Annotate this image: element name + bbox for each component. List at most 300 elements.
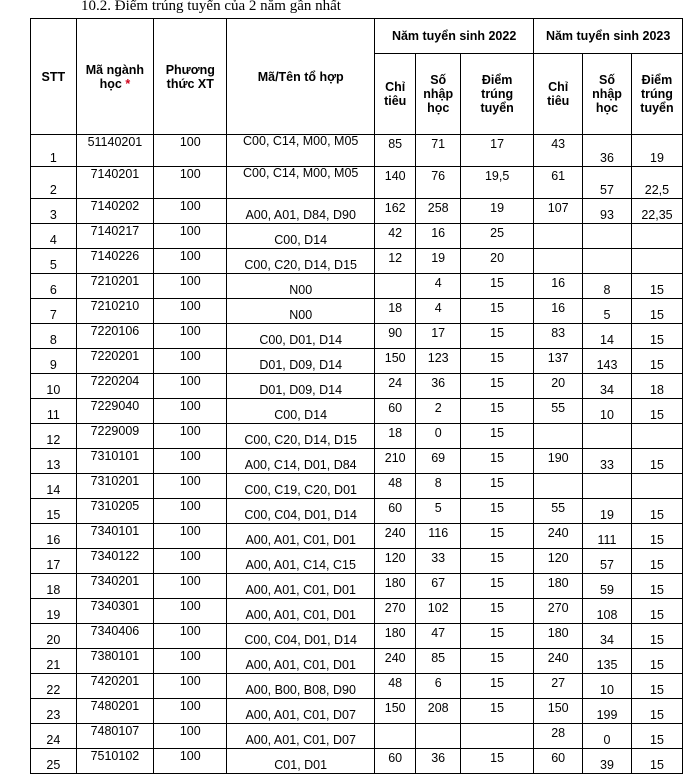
diem-2022-value: 15	[490, 651, 505, 665]
diem-2022-value: 15	[490, 451, 505, 465]
diem-2023-value: 15	[650, 733, 664, 747]
so-nhap-hoc-2022-value: 208	[427, 701, 449, 715]
chi-tieu-2023-value: 150	[547, 701, 569, 715]
so-nhap-hoc-2023-value: 10	[600, 683, 614, 697]
stt-value: 19	[46, 608, 61, 622]
cell-chi-tieu-2023	[534, 349, 583, 374]
cell-chi-tieu-2022	[374, 624, 415, 649]
table-row	[31, 274, 683, 299]
cell-diem-2023	[631, 224, 682, 249]
so-nhap-hoc-2022-value: 4	[434, 301, 442, 315]
cell-diem-2022	[460, 699, 533, 724]
cell-so-nhap-hoc-2022	[416, 724, 461, 749]
phuong-thuc-value: 100	[179, 474, 201, 488]
cell-chi-tieu-2023	[534, 299, 583, 324]
cell-so-nhap-hoc-2023	[583, 499, 632, 524]
cell-phuong-thuc	[154, 199, 227, 224]
chi-tieu-2023-value: 180	[547, 576, 569, 590]
cell-stt	[31, 649, 77, 674]
to-hop-value: C00, D14	[274, 408, 328, 422]
cell-diem-2022	[460, 624, 533, 649]
cell-diem-2023	[631, 499, 682, 524]
so-nhap-hoc-2023-value: 135	[596, 658, 618, 672]
cell-chi-tieu-2022	[374, 324, 415, 349]
table-row	[31, 524, 683, 549]
diem-2023-value: 19	[650, 151, 664, 165]
cell-so-nhap-hoc-2022	[416, 135, 461, 167]
cell-to-hop	[227, 449, 375, 474]
cell-ma-nganh	[76, 699, 154, 724]
diem-2022-value: 15	[490, 626, 505, 640]
header-to-hop: Mã/Tên tổ hợp	[227, 19, 375, 135]
to-hop-value: N00	[289, 283, 313, 297]
cell-to-hop	[227, 724, 375, 749]
so-nhap-hoc-2022-value: 2	[434, 401, 442, 415]
diem-2022-value: 17	[490, 137, 505, 151]
so-nhap-hoc-2023-value: 14	[600, 333, 614, 347]
cell-ma-nganh	[76, 424, 154, 449]
diem-2022-value: 25	[490, 226, 505, 240]
so-nhap-hoc-2022-value: 36	[431, 376, 446, 390]
cell-diem-2022	[460, 649, 533, 674]
ma-nganh-value: 7140226	[90, 249, 140, 263]
table-row	[31, 474, 683, 499]
so-nhap-hoc-2023-value: 111	[597, 533, 617, 547]
diem-2022-value: 15	[490, 301, 505, 315]
cell-chi-tieu-2022	[374, 135, 415, 167]
cell-diem-2022	[460, 749, 533, 774]
cell-ma-nganh	[76, 167, 154, 199]
cell-so-nhap-hoc-2022	[416, 224, 461, 249]
phuong-thuc-value: 100	[179, 274, 201, 288]
diem-2022-value: 20	[490, 251, 505, 265]
diem-2023-value: 15	[650, 283, 664, 297]
table-row	[31, 374, 683, 399]
so-nhap-hoc-2023-value: 93	[600, 208, 614, 222]
cell-ma-nganh	[76, 649, 154, 674]
cell-diem-2023	[631, 574, 682, 599]
chi-tieu-2022-value: 270	[384, 601, 406, 615]
stt-value: 7	[49, 308, 57, 322]
cell-chi-tieu-2022	[374, 574, 415, 599]
cell-chi-tieu-2023	[534, 135, 583, 167]
so-nhap-hoc-2023-value: 199	[596, 708, 618, 722]
ma-nganh-value: 7210210	[90, 299, 140, 313]
chi-tieu-2022-value: 60	[388, 751, 403, 765]
cell-stt	[31, 249, 77, 274]
cell-phuong-thuc	[154, 349, 227, 374]
so-nhap-hoc-2022-value: 71	[431, 137, 446, 151]
cell-so-nhap-hoc-2023	[583, 724, 632, 749]
cell-chi-tieu-2022	[374, 449, 415, 474]
to-hop-value: D01, D09, D14	[259, 358, 343, 372]
required-mark: *	[125, 76, 131, 91]
cell-to-hop	[227, 599, 375, 624]
chi-tieu-2023-value: 240	[547, 651, 569, 665]
chi-tieu-2023-value: 61	[551, 169, 566, 183]
chi-tieu-2022-value: 48	[388, 676, 403, 690]
diem-2022-value: 15	[490, 751, 505, 765]
chi-tieu-2022-value: 210	[384, 451, 406, 465]
cell-chi-tieu-2023	[534, 649, 583, 674]
cell-stt	[31, 449, 77, 474]
cell-ma-nganh	[76, 449, 154, 474]
cell-diem-2023	[631, 199, 682, 224]
ma-nganh-value: 7310205	[90, 499, 140, 513]
cell-so-nhap-hoc-2022	[416, 599, 461, 624]
so-nhap-hoc-2022-value: 16	[431, 226, 446, 240]
phuong-thuc-value: 100	[179, 135, 201, 149]
table-row	[31, 724, 683, 749]
header-phuong-thuc: Phương thức XT	[154, 19, 227, 135]
diem-2022-value: 15	[490, 501, 505, 515]
stt-value: 5	[49, 258, 57, 272]
ma-nganh-value: 7340101	[90, 524, 140, 538]
so-nhap-hoc-2022-value: 116	[428, 526, 449, 540]
ma-nganh-value: 7220106	[90, 324, 140, 338]
cell-so-nhap-hoc-2022	[416, 574, 461, 599]
cell-ma-nganh	[76, 399, 154, 424]
chi-tieu-2022-value: 24	[388, 376, 403, 390]
stt-value: 21	[46, 658, 61, 672]
cell-stt	[31, 624, 77, 649]
chi-tieu-2023-value: 120	[547, 551, 569, 565]
cell-chi-tieu-2023	[534, 574, 583, 599]
ma-nganh-value: 51140201	[87, 135, 143, 149]
cell-diem-2023	[631, 549, 682, 574]
cell-chi-tieu-2023	[534, 324, 583, 349]
chi-tieu-2023-value: 55	[551, 401, 566, 415]
so-nhap-hoc-2022-value: 69	[431, 451, 446, 465]
so-nhap-hoc-2022-value: 17	[431, 326, 446, 340]
cell-ma-nganh	[76, 574, 154, 599]
cell-diem-2023	[631, 374, 682, 399]
so-nhap-hoc-2023-value: 5	[603, 308, 611, 322]
cell-chi-tieu-2022	[374, 549, 415, 574]
cell-diem-2022	[460, 524, 533, 549]
cell-diem-2023	[631, 274, 682, 299]
to-hop-value: C00, C04, D01, D14	[244, 633, 357, 647]
to-hop-value: C00, D14	[274, 233, 328, 247]
cell-stt	[31, 135, 77, 167]
cell-chi-tieu-2023	[534, 624, 583, 649]
ma-nganh-value: 7220204	[90, 374, 140, 388]
chi-tieu-2023-value: 240	[547, 526, 569, 540]
cell-chi-tieu-2023	[534, 599, 583, 624]
cell-stt	[31, 299, 77, 324]
cell-phuong-thuc	[154, 224, 227, 249]
cell-so-nhap-hoc-2022	[416, 474, 461, 499]
diem-2023-value: 15	[650, 533, 664, 547]
cell-diem-2023	[631, 399, 682, 424]
cell-chi-tieu-2022	[374, 749, 415, 774]
cell-chi-tieu-2023	[534, 249, 583, 274]
stt-value: 6	[49, 283, 57, 297]
cell-chi-tieu-2022	[374, 299, 415, 324]
stt-value: 12	[46, 433, 61, 447]
cell-so-nhap-hoc-2023	[583, 349, 632, 374]
cell-phuong-thuc	[154, 449, 227, 474]
stt-value: 15	[46, 508, 61, 522]
phuong-thuc-value: 100	[179, 399, 201, 413]
table-row	[31, 324, 683, 349]
so-nhap-hoc-2023-value: 10	[600, 408, 614, 422]
to-hop-value: C01, D01	[274, 758, 328, 772]
to-hop-value: C00, C19, C20, D01	[244, 483, 357, 497]
phuong-thuc-value: 100	[179, 674, 201, 688]
cell-diem-2023	[631, 167, 682, 199]
diem-2022-value: 15	[490, 276, 505, 290]
so-nhap-hoc-2023-value: 59	[600, 583, 614, 597]
so-nhap-hoc-2022-value: 258	[427, 201, 449, 215]
cell-phuong-thuc	[154, 474, 227, 499]
so-nhap-hoc-2023-value: 108	[596, 608, 618, 622]
cell-stt	[31, 549, 77, 574]
cell-diem-2022	[460, 167, 533, 199]
cell-diem-2022	[460, 374, 533, 399]
cell-chi-tieu-2022	[374, 699, 415, 724]
phuong-thuc-value: 100	[179, 699, 201, 713]
ma-nganh-value: 7310201	[90, 474, 140, 488]
chi-tieu-2022-value: 18	[388, 301, 403, 315]
to-hop-value: A00, C14, D01, D84	[244, 458, 357, 472]
diem-2023-value: 15	[650, 608, 664, 622]
cell-ma-nganh	[76, 374, 154, 399]
ma-nganh-value: 7420201	[90, 674, 140, 688]
cell-diem-2023	[631, 349, 682, 374]
header-so-nhap-hoc-2023: Số nhập học	[583, 54, 632, 135]
diem-2023-value: 15	[650, 758, 664, 772]
so-nhap-hoc-2023-value: 8	[603, 283, 611, 297]
admission-scores-table	[30, 18, 683, 774]
chi-tieu-2022-value: 60	[388, 501, 403, 515]
cell-phuong-thuc	[154, 599, 227, 624]
cell-diem-2023	[631, 474, 682, 499]
cell-diem-2022	[460, 549, 533, 574]
to-hop-value: C00, C14, M00, M05	[243, 166, 359, 180]
phuong-thuc-value: 100	[179, 449, 201, 463]
cell-to-hop	[227, 474, 375, 499]
diem-2023-value: 15	[650, 683, 664, 697]
to-hop-value: A00, A01, C01, D01	[245, 658, 356, 672]
cell-diem-2022	[460, 499, 533, 524]
cell-chi-tieu-2022	[374, 349, 415, 374]
diem-2023-value: 15	[650, 708, 664, 722]
phuong-thuc-value: 100	[179, 749, 201, 763]
ma-nganh-value: 7480201	[90, 699, 140, 713]
diem-2022-value: 15	[490, 701, 505, 715]
cell-so-nhap-hoc-2022	[416, 324, 461, 349]
cell-diem-2022	[460, 574, 533, 599]
cell-diem-2023	[631, 135, 682, 167]
cell-so-nhap-hoc-2023	[583, 699, 632, 724]
ma-nganh-value: 7380101	[90, 649, 140, 663]
so-nhap-hoc-2022-value: 102	[427, 601, 449, 615]
so-nhap-hoc-2022-value: 19	[431, 251, 446, 265]
to-hop-value: C00, D01, D14	[259, 333, 343, 347]
cell-so-nhap-hoc-2022	[416, 424, 461, 449]
ma-nganh-value: 7229040	[90, 399, 140, 413]
stt-value: 17	[46, 558, 61, 572]
cell-stt	[31, 324, 77, 349]
cell-ma-nganh	[76, 599, 154, 624]
phuong-thuc-value: 100	[179, 574, 201, 588]
chi-tieu-2023-value: 16	[551, 276, 566, 290]
chi-tieu-2022-value: 90	[388, 326, 403, 340]
chi-tieu-2022-value: 120	[384, 551, 406, 565]
stt-value: 1	[49, 151, 57, 165]
ma-nganh-value: 7210201	[90, 274, 140, 288]
stt-value: 24	[46, 733, 61, 747]
cell-phuong-thuc	[154, 399, 227, 424]
cell-so-nhap-hoc-2022	[416, 299, 461, 324]
cell-ma-nganh	[76, 349, 154, 374]
cell-chi-tieu-2022	[374, 167, 415, 199]
cell-so-nhap-hoc-2022	[416, 549, 461, 574]
cell-so-nhap-hoc-2023	[583, 249, 632, 274]
chi-tieu-2022-value: 85	[388, 137, 403, 151]
chi-tieu-2022-value: 240	[384, 651, 406, 665]
cell-so-nhap-hoc-2022	[416, 274, 461, 299]
so-nhap-hoc-2022-value: 47	[431, 626, 446, 640]
cell-chi-tieu-2023	[534, 374, 583, 399]
cell-diem-2022	[460, 324, 533, 349]
cell-phuong-thuc	[154, 624, 227, 649]
diem-2023-value: 15	[650, 333, 664, 347]
cell-ma-nganh	[76, 474, 154, 499]
cell-so-nhap-hoc-2023	[583, 524, 632, 549]
stt-value: 4	[49, 233, 57, 247]
cell-so-nhap-hoc-2022	[416, 674, 461, 699]
cell-ma-nganh	[76, 724, 154, 749]
diem-2023-value: 18	[650, 383, 664, 397]
cell-ma-nganh	[76, 549, 154, 574]
table-row	[31, 224, 683, 249]
cell-phuong-thuc	[154, 249, 227, 274]
stt-value: 23	[46, 708, 61, 722]
stt-value: 20	[46, 633, 61, 647]
table-row	[31, 349, 683, 374]
cell-so-nhap-hoc-2022	[416, 374, 461, 399]
so-nhap-hoc-2023-value: 57	[600, 183, 614, 197]
stt-value: 2	[49, 183, 57, 197]
phuong-thuc-value: 100	[179, 499, 201, 513]
so-nhap-hoc-2023-value: 36	[600, 151, 614, 165]
ma-nganh-value: 7340201	[90, 574, 140, 588]
cell-so-nhap-hoc-2022	[416, 524, 461, 549]
cell-phuong-thuc	[154, 724, 227, 749]
cell-phuong-thuc	[154, 574, 227, 599]
cell-ma-nganh	[76, 224, 154, 249]
cell-chi-tieu-2023	[534, 424, 583, 449]
cell-to-hop	[227, 224, 375, 249]
cell-chi-tieu-2022	[374, 274, 415, 299]
ma-nganh-value: 7220201	[90, 349, 140, 363]
cell-to-hop	[227, 574, 375, 599]
phuong-thuc-value: 100	[179, 199, 201, 213]
cell-stt	[31, 574, 77, 599]
diem-2022-value: 15	[490, 526, 505, 540]
chi-tieu-2022-value: 18	[388, 426, 403, 440]
so-nhap-hoc-2023-value: 19	[600, 508, 614, 522]
chi-tieu-2022-value: 180	[384, 626, 406, 640]
cell-so-nhap-hoc-2023	[583, 674, 632, 699]
cell-stt	[31, 474, 77, 499]
cell-chi-tieu-2022	[374, 724, 415, 749]
cell-ma-nganh	[76, 199, 154, 224]
header-year-2023: Năm tuyển sinh 2023	[534, 19, 683, 54]
cell-so-nhap-hoc-2023	[583, 324, 632, 349]
chi-tieu-2022-value: 180	[384, 576, 406, 590]
to-hop-value: C00, C04, D01, D14	[244, 508, 357, 522]
phuong-thuc-value: 100	[179, 324, 201, 338]
so-nhap-hoc-2022-value: 36	[431, 751, 446, 765]
chi-tieu-2023-value: 83	[551, 326, 566, 340]
cell-stt	[31, 199, 77, 224]
cell-ma-nganh	[76, 299, 154, 324]
cell-chi-tieu-2022	[374, 424, 415, 449]
cell-stt	[31, 374, 77, 399]
table-row	[31, 749, 683, 774]
diem-2023-value: 22,5	[644, 183, 670, 197]
cell-chi-tieu-2022	[374, 524, 415, 549]
table-row	[31, 424, 683, 449]
cell-diem-2022	[460, 474, 533, 499]
ma-nganh-value: 7229009	[90, 424, 140, 438]
so-nhap-hoc-2022-value: 4	[434, 276, 442, 290]
diem-2023-value: 15	[650, 658, 664, 672]
cell-diem-2023	[631, 324, 682, 349]
cell-to-hop	[227, 374, 375, 399]
diem-2022-value: 15	[490, 476, 505, 490]
header-ma-nganh-label: Mã ngành học	[85, 62, 145, 91]
cell-chi-tieu-2022	[374, 199, 415, 224]
table-row	[31, 649, 683, 674]
phuong-thuc-value: 100	[179, 599, 201, 613]
chi-tieu-2022-value: 12	[388, 251, 403, 265]
cell-so-nhap-hoc-2023	[583, 474, 632, 499]
chi-tieu-2023-value: 43	[551, 137, 566, 151]
diem-2022-value: 15	[490, 401, 505, 415]
cell-so-nhap-hoc-2023	[583, 749, 632, 774]
stt-value: 11	[46, 408, 60, 422]
cell-chi-tieu-2022	[374, 399, 415, 424]
header-year-2022: Năm tuyển sinh 2022	[374, 19, 533, 54]
cell-stt	[31, 499, 77, 524]
so-nhap-hoc-2023-value: 33	[600, 458, 614, 472]
cell-ma-nganh	[76, 135, 154, 167]
so-nhap-hoc-2022-value: 6	[434, 676, 442, 690]
chi-tieu-2023-value: 107	[547, 201, 569, 215]
diem-2023-value: 22,35	[641, 208, 673, 222]
cell-stt	[31, 699, 77, 724]
chi-tieu-2023-value: 20	[551, 376, 566, 390]
cell-diem-2022	[460, 199, 533, 224]
cell-stt	[31, 749, 77, 774]
cell-chi-tieu-2023	[534, 474, 583, 499]
cell-phuong-thuc	[154, 499, 227, 524]
stt-value: 16	[46, 533, 61, 547]
cell-chi-tieu-2022	[374, 224, 415, 249]
to-hop-value: C00, C20, D14, D15	[244, 433, 357, 447]
diem-2022-value: 19,5	[484, 169, 510, 183]
so-nhap-hoc-2022-value: 5	[434, 501, 442, 515]
cell-chi-tieu-2023	[534, 499, 583, 524]
cell-stt	[31, 399, 77, 424]
cell-so-nhap-hoc-2023	[583, 167, 632, 199]
phuong-thuc-value: 100	[179, 224, 201, 238]
to-hop-value: A00, A01, C14, C15	[245, 558, 356, 572]
